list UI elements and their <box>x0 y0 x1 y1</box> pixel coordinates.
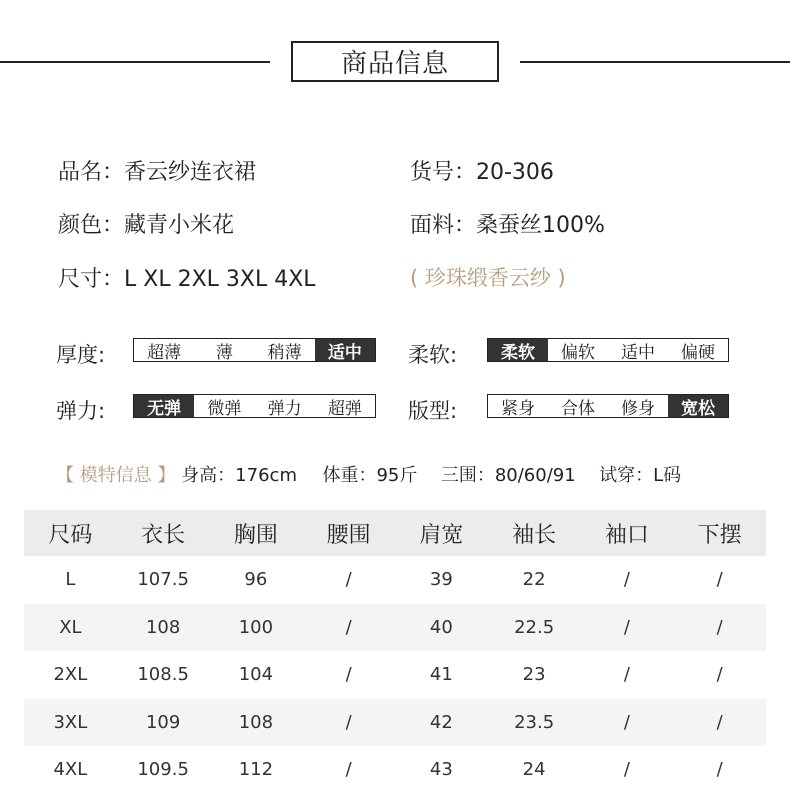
table-header-cell: 尺码 <box>48 522 93 548</box>
model-tried-size: 试穿：L码 <box>599 465 682 486</box>
table-header-cell: 腰围 <box>326 522 371 548</box>
table-cell: 2XL <box>53 664 88 686</box>
table-cell: 42 <box>429 711 453 733</box>
table-cell: / <box>716 711 723 733</box>
product-sizes: 尺寸：L XL 2XL 3XL 4XL <box>58 267 316 292</box>
model-measurements: 三围：80/60/91 <box>440 465 576 486</box>
table-cell: 109 <box>145 711 181 733</box>
thickness-scale <box>133 338 376 362</box>
table-cell: / <box>623 616 630 638</box>
table-cell: 96 <box>244 569 268 591</box>
section-title <box>291 41 499 82</box>
table-header-row <box>24 510 766 556</box>
fit-option: 修身 <box>621 398 655 419</box>
thickness-option: 薄 <box>215 342 233 363</box>
table-cell: 23 <box>522 664 546 686</box>
softness-option: 柔软 <box>488 339 548 361</box>
table-header-cell: 袖长 <box>512 522 557 548</box>
size-table <box>24 510 766 794</box>
table-cell: / <box>716 759 723 781</box>
table-cell: 112 <box>238 759 274 781</box>
table-cell: / <box>345 759 352 781</box>
softness-label: 柔软: <box>408 343 458 367</box>
product-color: 颜色：藏青小米花 <box>58 213 235 238</box>
product-name: 品名：香云纱连衣裙 <box>58 160 257 185</box>
table-cell: / <box>345 569 352 591</box>
thickness-option: 适中 <box>315 339 375 361</box>
elasticity-option: 无弹 <box>134 395 194 417</box>
header-rule-left <box>0 61 270 63</box>
table-header-cell: 下摆 <box>697 522 742 548</box>
table-cell: 4XL <box>53 759 88 781</box>
fit-option: 宽松 <box>668 395 728 417</box>
table-header-cell: 袖口 <box>604 522 649 548</box>
model-info-tag: 【 模特信息 】 <box>56 465 176 486</box>
table-cell: / <box>623 759 630 781</box>
table-cell: 22 <box>522 569 546 591</box>
softness-option: 适中 <box>621 342 655 363</box>
model-info <box>56 461 681 487</box>
elasticity-scale <box>133 394 376 418</box>
thickness-option: 稍薄 <box>267 342 302 363</box>
header-rule-right <box>520 61 790 63</box>
table-body <box>24 556 766 794</box>
model-height: 身高：176cm <box>181 465 297 486</box>
table-cell: / <box>345 664 352 686</box>
table-header-cell: 胸围 <box>233 522 278 548</box>
table-row <box>24 651 766 699</box>
fit-option: 紧身 <box>501 398 535 419</box>
product-fabric: 面料：桑蚕丝100% <box>410 213 605 238</box>
table-cell: XL <box>59 616 82 638</box>
table-cell: / <box>716 664 723 686</box>
table-cell: 108 <box>145 616 181 638</box>
table-cell: / <box>623 664 630 686</box>
table-header-cell: 肩宽 <box>419 522 464 548</box>
thickness-label: 厚度: <box>56 343 106 367</box>
softness-option: 偏硬 <box>681 342 715 363</box>
table-cell: / <box>623 711 630 733</box>
table-cell: 24 <box>522 759 546 781</box>
softness-scale <box>487 338 729 362</box>
elasticity-label: 弹力: <box>56 399 106 423</box>
table-cell: 41 <box>429 664 453 686</box>
table-header-cell: 衣长 <box>141 522 186 548</box>
model-weight: 体重：95斤 <box>322 465 418 486</box>
section-title-text: 商品信息 <box>340 49 449 79</box>
elasticity-option: 超弹 <box>327 398 362 419</box>
table-cell: 39 <box>429 569 453 591</box>
table-row <box>24 746 766 794</box>
fit-option: 合体 <box>561 398 595 419</box>
table-cell: 108.5 <box>137 664 189 686</box>
table-cell: 40 <box>429 616 453 638</box>
fit-label: 版型: <box>408 399 458 423</box>
fit-scale <box>487 394 729 418</box>
table-row <box>24 604 766 652</box>
table-cell: / <box>345 711 352 733</box>
table-row <box>24 556 766 604</box>
table-cell: 104 <box>238 664 274 686</box>
table-row <box>24 699 766 747</box>
elasticity-option: 微弹 <box>207 398 242 419</box>
table-cell: 100 <box>238 616 274 638</box>
table-cell: / <box>716 616 723 638</box>
table-cell: L <box>65 569 76 591</box>
table-cell: / <box>716 569 723 591</box>
table-cell: / <box>623 569 630 591</box>
product-sku: 货号：20-306 <box>410 160 554 185</box>
table-cell: 22.5 <box>514 616 555 638</box>
fabric-note: ( 珍珠缎香云纱 ) <box>410 266 566 290</box>
table-cell: 3XL <box>53 711 88 733</box>
table-cell: 23.5 <box>514 711 555 733</box>
thickness-option: 超薄 <box>147 342 182 363</box>
elasticity-option: 弹力 <box>267 398 302 419</box>
table-cell: 108 <box>238 711 274 733</box>
table-cell: 43 <box>429 759 453 781</box>
table-cell: / <box>345 616 352 638</box>
softness-option: 偏软 <box>561 342 595 363</box>
table-cell: 107.5 <box>137 569 189 591</box>
table-cell: 109.5 <box>137 759 189 781</box>
